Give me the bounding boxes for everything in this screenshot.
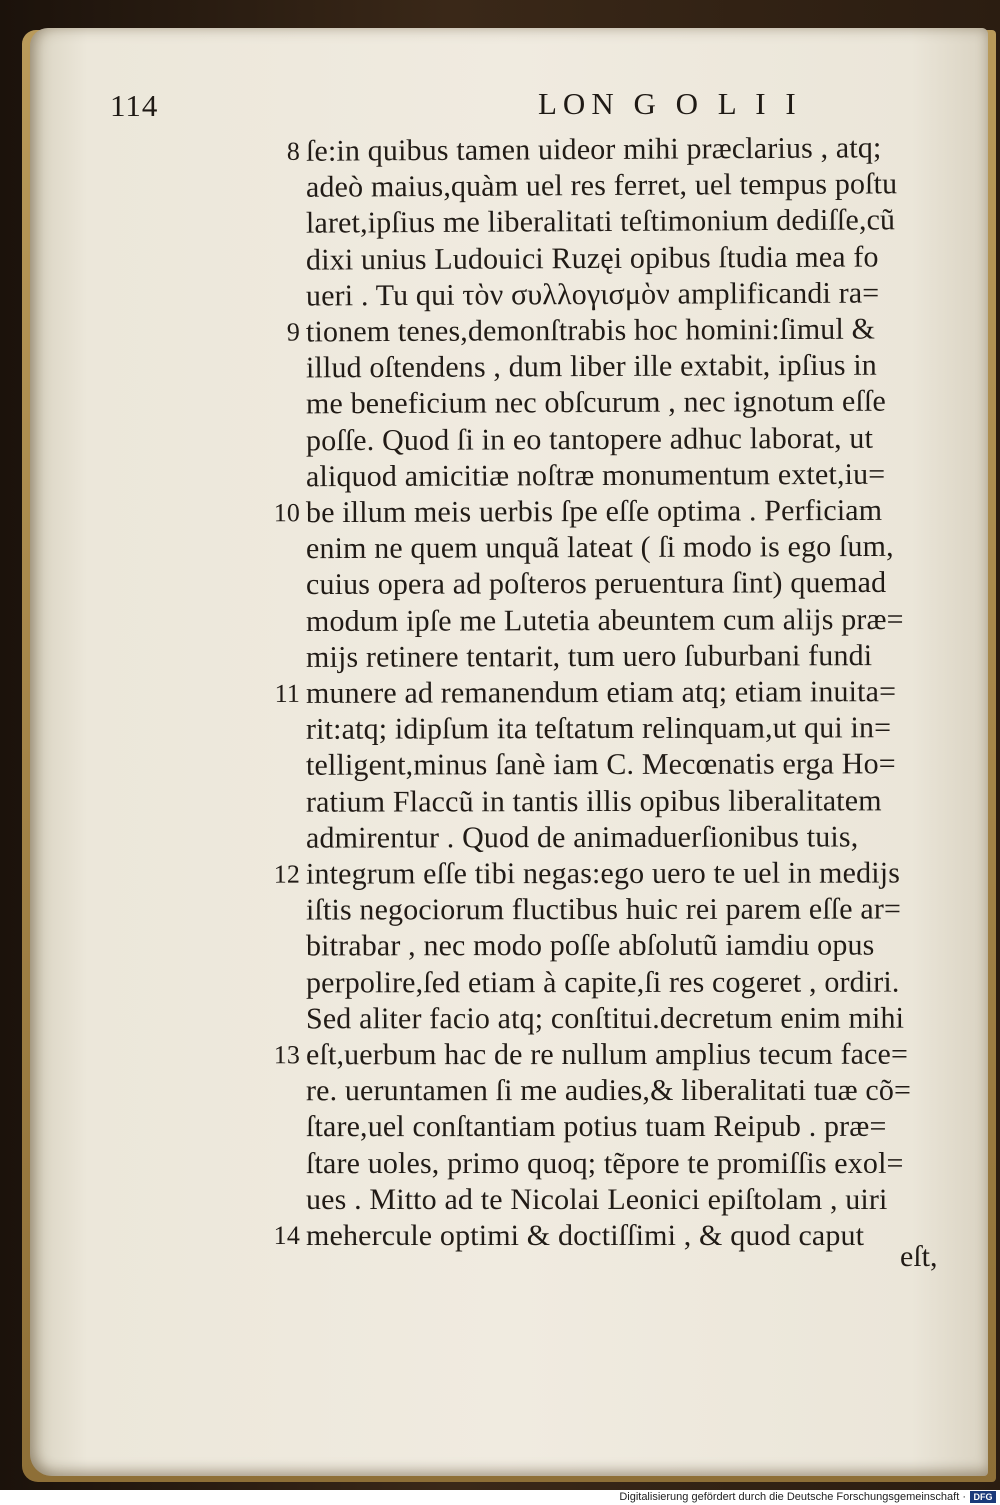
text-line bbox=[286, 130, 882, 170]
text-line bbox=[306, 819, 858, 856]
text-line bbox=[274, 674, 897, 712]
line-text: poſſe. Quod ſi in eo tantopere adhuc laborat, ut bbox=[305, 421, 874, 457]
line-text: ſtare,uel conſtantiam potius tuam Reipub . præ= bbox=[305, 1110, 887, 1144]
page-header bbox=[110, 86, 810, 130]
text-line bbox=[306, 529, 894, 567]
text-line bbox=[306, 203, 895, 242]
line-text: adeò maius,quàm uel res ferret, uel tempus poſtu bbox=[305, 167, 898, 204]
text-line bbox=[306, 602, 904, 640]
text-line bbox=[306, 166, 897, 205]
section-number: 8 bbox=[286, 136, 301, 166]
text-line bbox=[306, 565, 886, 603]
line-text: bitrabar , nec modo poſſe abſolutũ iamdiu opus bbox=[305, 928, 875, 963]
text-line bbox=[306, 275, 880, 314]
line-text: ues . Mitto ad te Nicolai Leonici epiſtolam , uiri bbox=[305, 1182, 888, 1216]
section-number: 11 bbox=[274, 678, 301, 708]
footer-bar bbox=[0, 1490, 1000, 1505]
line-text: perpolire,ſed etiam à capite,ſi res cogeret , ordiri. bbox=[305, 965, 900, 999]
line-text: enim ne quem unquã lateat ( ſi modo is ego ſum, bbox=[305, 530, 894, 566]
text-line bbox=[273, 1037, 909, 1074]
text-line bbox=[306, 1146, 904, 1182]
line-text: ſe:in quibus tamen uideor mihi præclarius , atq; bbox=[305, 131, 882, 168]
line-text: mehercule optimi & doctiſſimi , & quod caput bbox=[305, 1218, 865, 1253]
text-line bbox=[306, 420, 873, 459]
text-line bbox=[306, 964, 900, 1001]
section-number: 12 bbox=[273, 859, 301, 889]
section-number: 10 bbox=[273, 498, 301, 528]
line-text: ueri . Tu qui τὸν συλλογισμὸν amplificandi ra= bbox=[305, 276, 880, 313]
text-line bbox=[306, 638, 872, 676]
line-text: cuius opera ad poſteros peruentura ſint) quemad bbox=[305, 566, 887, 602]
text-line bbox=[306, 1109, 887, 1145]
footer-credit: Digitalisierung gefördert durch die Deutsche Forschungsgemeinschaft · bbox=[619, 1491, 966, 1503]
text-line bbox=[273, 493, 883, 531]
line-text: integrum eſſe tibi negas:ego uero te uel in medijs bbox=[305, 856, 901, 891]
dfg-logo: DFG bbox=[970, 1491, 996, 1503]
line-text: aliquod amicitiæ noſtræ monumentum extet,iu= bbox=[305, 457, 886, 494]
page-number: 114 bbox=[110, 88, 159, 123]
text-line bbox=[306, 710, 891, 748]
line-text: munere ad remanendum etiam atq; etiam inuita= bbox=[305, 675, 897, 710]
catchword: eſt, bbox=[900, 1240, 938, 1273]
text-line bbox=[306, 783, 882, 820]
text-line bbox=[273, 1218, 865, 1254]
line-text: Sed aliter facio atq; conſtitui.decretum enim mihi bbox=[305, 1001, 905, 1036]
line-text: dixi unius Ludouici Ruzęi opibus ſtudia mea fo bbox=[305, 240, 879, 277]
line-text: rit:atq; idipſum ita teſtatum relinquam,ut qui in= bbox=[305, 711, 892, 746]
line-text: re. ueruntamen ſi me audies,& liberalitati tuæ cõ= bbox=[305, 1073, 912, 1108]
line-text: eſt,uerbum hac de re nullum amplius tecum face= bbox=[305, 1037, 909, 1072]
line-text: tionem tenes,demonſtrabis hoc homini:ſimul & bbox=[305, 312, 876, 349]
line-text: telligent,minus ſanè iam C. Mecœnatis erga Ho= bbox=[305, 747, 896, 783]
line-text: iſtis negociorum fluctibus huic rei parem eſſe ar= bbox=[305, 892, 902, 927]
text-line bbox=[286, 312, 876, 351]
line-text: admirentur . Quod de animaduerſionibus tuis, bbox=[305, 820, 859, 855]
text-line bbox=[306, 457, 885, 495]
text-line bbox=[306, 892, 901, 929]
line-text: mijs retinere tentarit, tum uero ſuburbani fundi bbox=[305, 638, 873, 674]
line-text: illud oſtendens , dum liber ille extabit, ipſius in bbox=[305, 348, 877, 385]
text-line bbox=[306, 384, 886, 423]
text-line bbox=[306, 348, 877, 387]
text-line bbox=[306, 747, 896, 785]
section-number: 13 bbox=[273, 1040, 301, 1070]
text-line bbox=[306, 1182, 888, 1218]
line-text: be illum meis uerbis ſpe eſſe optima . Perficiam bbox=[305, 493, 883, 530]
text-line bbox=[306, 1000, 904, 1037]
line-text: laret,ipſius me liberalitati teſtimonium dediſſe,cũ bbox=[305, 203, 896, 241]
section-number: 14 bbox=[273, 1220, 301, 1250]
running-head: LON G O L I I bbox=[538, 86, 802, 121]
line-text: ſtare uoles, primo quoq; tẽpore te promiſſis exol= bbox=[305, 1146, 904, 1180]
line-text: ratium Flaccũ in tantis illis opibus liberalitatem bbox=[305, 783, 882, 819]
text-line bbox=[273, 855, 901, 892]
text-line bbox=[306, 928, 875, 965]
line-text: modum ipſe me Lutetia abeuntem cum alijs præ= bbox=[305, 602, 904, 638]
text-line bbox=[306, 1073, 911, 1109]
section-number: 9 bbox=[286, 317, 301, 347]
text-line bbox=[306, 239, 879, 278]
line-text: me beneficium nec obſcurum , nec ignotum eſſe bbox=[305, 385, 886, 421]
